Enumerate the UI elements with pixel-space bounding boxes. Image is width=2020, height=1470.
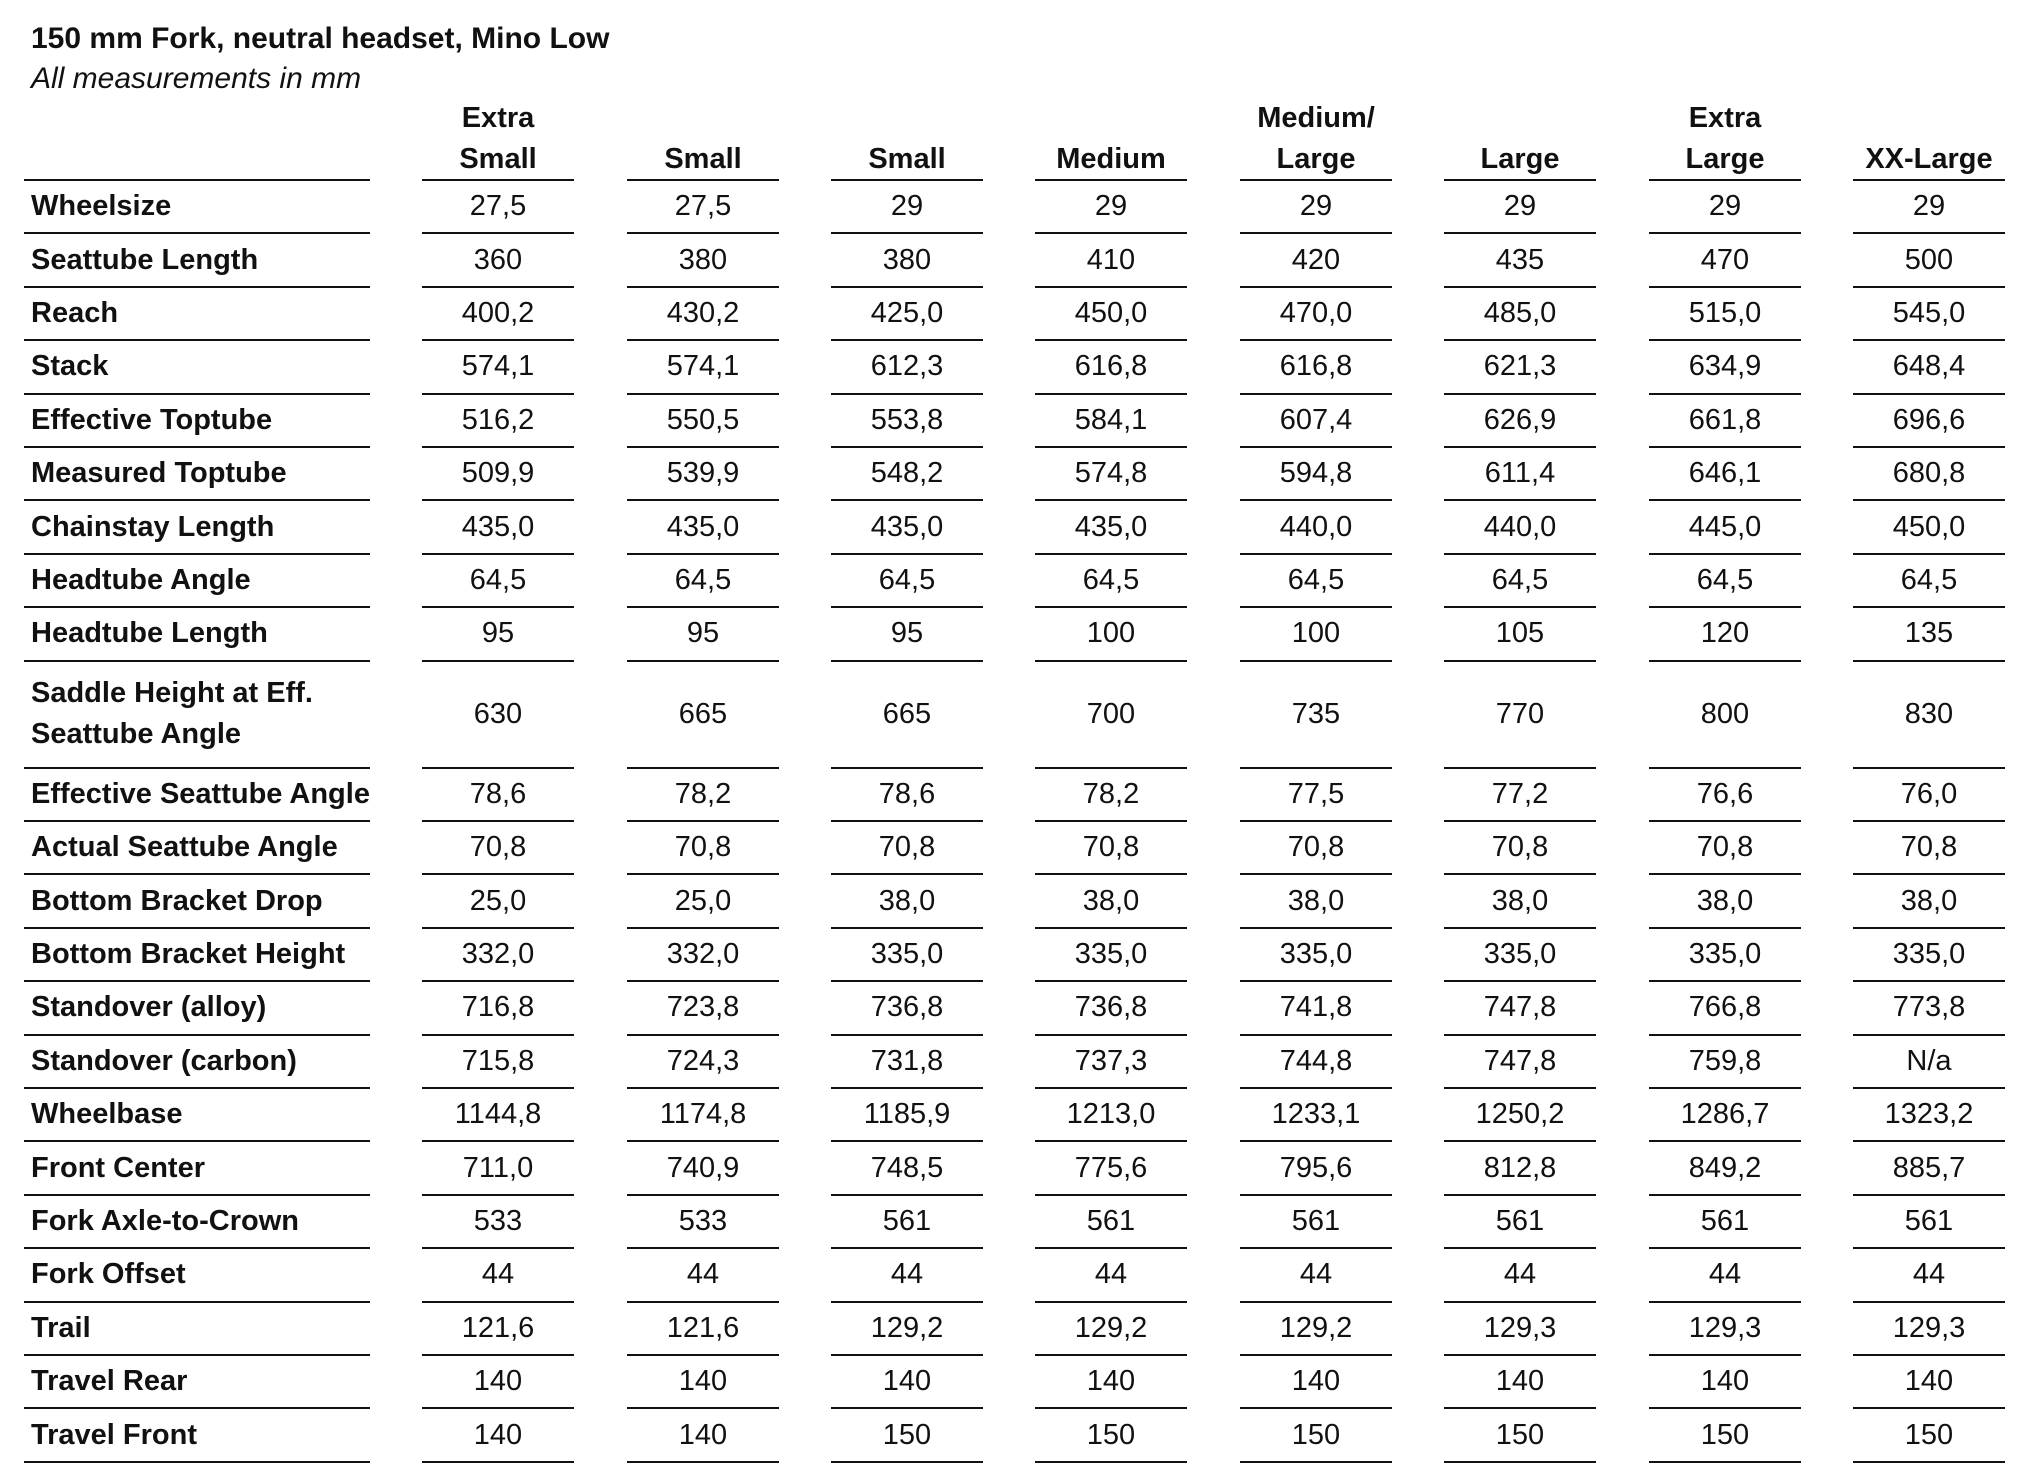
column-header [1853, 98, 2005, 180]
table-cell: 150 [1495, 1418, 1545, 1451]
column-header-line1: Medium/ [1257, 102, 1375, 134]
row-label-text: Headtube Angle [31, 563, 251, 596]
table-cell: 550,5 [666, 403, 740, 436]
table-cell: 812,8 [1483, 1151, 1557, 1184]
table-cell: 135 [1904, 617, 1954, 650]
table-cell: 335,0 [1074, 937, 1148, 970]
row-rule [1035, 1461, 1187, 1463]
row-label [31, 768, 377, 821]
row-label [31, 180, 377, 233]
table-cell: 470,0 [1279, 296, 1353, 329]
table-cell: 696,6 [1892, 403, 1966, 436]
table-cell: 574,8 [1074, 457, 1148, 490]
row-label-text: Standover (carbon) [31, 1044, 297, 1077]
row-rule [1853, 1461, 2005, 1463]
table-cell: 78,6 [469, 777, 527, 810]
table-cell: 70,8 [878, 831, 936, 864]
row-label-text: Saddle Height at Eff. [31, 677, 313, 710]
table-cell: 29 [1912, 190, 1946, 223]
row-label [31, 874, 377, 927]
table-cell: 76,0 [1900, 777, 1958, 810]
row-label-text: Standover (alloy) [31, 991, 267, 1024]
table-cell: 100 [1291, 617, 1341, 650]
row-label-text: Travel Front [31, 1418, 197, 1451]
table-cell: 150 [1700, 1418, 1750, 1451]
table-cell: 27,5 [469, 190, 527, 223]
row-rule [24, 1461, 370, 1463]
table-cell: 435,0 [666, 510, 740, 543]
row-label-text: Travel Rear [31, 1365, 188, 1398]
page-title: 150 mm Fork, neutral headset, Mino Low [31, 22, 610, 55]
table-cell: 78,2 [1082, 777, 1140, 810]
table-cell: 29 [1299, 190, 1333, 223]
table-cell: 38,0 [1287, 884, 1345, 917]
table-cell: 335,0 [1892, 937, 1966, 970]
table-cell: 64,5 [1491, 563, 1549, 596]
row-label-text: Wheelsize [31, 190, 172, 223]
table-cell: 129,2 [870, 1311, 944, 1344]
row-label-text: Wheelbase [31, 1098, 183, 1131]
table-cell: 795,6 [1279, 1151, 1353, 1184]
table-cell: 715,8 [461, 1044, 535, 1077]
table-cell: 700 [1086, 697, 1136, 730]
table-cell: 616,8 [1279, 350, 1353, 383]
row-label-text-line2: Seattube Angle [31, 718, 242, 751]
table-cell: 78,2 [674, 777, 732, 810]
table-cell: 70,8 [1491, 831, 1549, 864]
table-cell: 748,5 [870, 1151, 944, 1184]
table-cell: 140 [473, 1365, 523, 1398]
row-label-text: Trail [31, 1311, 91, 1344]
table-cell: N/a [1906, 1044, 1952, 1077]
column-header-line2: XX-Large [1865, 143, 1993, 175]
table-cell: 335,0 [1483, 937, 1557, 970]
table-cell: 445,0 [1688, 510, 1762, 543]
table-cell: 435,0 [1074, 510, 1148, 543]
column-header-line2: Small [664, 143, 742, 175]
row-label-text: Fork Offset [31, 1258, 186, 1291]
table-cell: 736,8 [870, 991, 944, 1024]
row-label-text: Measured Toptube [31, 457, 287, 490]
table-cell: 77,2 [1491, 777, 1549, 810]
table-cell: 485,0 [1483, 296, 1557, 329]
row-label-text: Headtube Length [31, 617, 268, 650]
table-cell: 661,8 [1688, 403, 1762, 436]
table-cell: 724,3 [666, 1044, 740, 1077]
row-label [31, 1195, 377, 1248]
table-cell: 44 [1503, 1258, 1537, 1291]
table-cell: 773,8 [1892, 991, 1966, 1024]
table-cell: 425,0 [870, 296, 944, 329]
table-cell: 747,8 [1483, 991, 1557, 1024]
table-cell: 607,4 [1279, 403, 1353, 436]
table-cell: 741,8 [1279, 991, 1353, 1024]
row-label-text: Front Center [31, 1151, 205, 1184]
table-cell: 70,8 [674, 831, 732, 864]
table-cell: 29 [1094, 190, 1128, 223]
table-cell: 561 [1700, 1204, 1750, 1237]
column-header [1444, 98, 1596, 180]
row-rule [831, 1461, 983, 1463]
table-cell: 574,1 [461, 350, 535, 383]
table-cell: 140 [678, 1418, 728, 1451]
table-cell: 129,2 [1074, 1311, 1148, 1344]
table-cell: 1174,8 [659, 1098, 747, 1131]
row-label [31, 821, 377, 874]
table-cell: 121,6 [461, 1311, 535, 1344]
row-label-text: Actual Seattube Angle [31, 831, 338, 864]
table-cell: 44 [1912, 1258, 1946, 1291]
table-cell: 440,0 [1279, 510, 1353, 543]
table-cell: 64,5 [469, 563, 527, 596]
page-subtitle: All measurements in mm [31, 62, 362, 95]
row-label-text: Fork Axle-to-Crown [31, 1204, 299, 1237]
row-label [31, 1035, 377, 1088]
table-cell: 129,3 [1892, 1311, 1966, 1344]
table-cell: 1144,8 [454, 1098, 542, 1131]
column-header-line2: Small [868, 143, 946, 175]
table-cell: 70,8 [1696, 831, 1754, 864]
table-cell: 64,5 [1900, 563, 1958, 596]
table-cell: 360 [473, 243, 523, 276]
column-header-line1: Extra [461, 102, 535, 134]
table-cell: 561 [1904, 1204, 1954, 1237]
table-cell: 140 [1495, 1365, 1545, 1398]
table-cell: 450,0 [1892, 510, 1966, 543]
column-header-line2: Large [1276, 143, 1356, 175]
row-rule [422, 1461, 574, 1463]
table-cell: 150 [1086, 1418, 1136, 1451]
column-header-line2: Large [1685, 143, 1765, 175]
column-header-line2: Large [1480, 143, 1560, 175]
table-cell: 731,8 [870, 1044, 944, 1077]
table-cell: 1213,0 [1066, 1098, 1156, 1131]
table-cell: 44 [1708, 1258, 1742, 1291]
table-cell: 1286,7 [1680, 1098, 1770, 1131]
row-rule [1240, 1461, 1392, 1463]
table-cell: 77,5 [1287, 777, 1345, 810]
row-label [31, 1302, 377, 1355]
table-cell: 830 [1904, 697, 1954, 730]
table-cell: 612,3 [870, 350, 944, 383]
table-cell: 646,1 [1688, 457, 1762, 490]
table-cell: 129,3 [1483, 1311, 1557, 1344]
table-cell: 100 [1086, 617, 1136, 650]
table-cell: 44 [1094, 1258, 1128, 1291]
table-cell: 561 [1291, 1204, 1341, 1237]
table-cell: 64,5 [674, 563, 732, 596]
row-label [31, 1408, 377, 1461]
table-cell: 435,0 [461, 510, 535, 543]
table-cell: 849,2 [1688, 1151, 1762, 1184]
table-cell: 129,2 [1279, 1311, 1353, 1344]
table-cell: 665 [678, 697, 728, 730]
table-cell: 64,5 [878, 563, 936, 596]
row-label-text: Reach [31, 296, 119, 329]
table-cell: 548,2 [870, 457, 944, 490]
table-cell: 747,8 [1483, 1044, 1557, 1077]
row-label [31, 1355, 377, 1408]
table-cell: 70,8 [469, 831, 527, 864]
row-label-text: Stack [31, 350, 109, 383]
table-cell: 38,0 [1900, 884, 1958, 917]
table-cell: 64,5 [1287, 563, 1345, 596]
table-cell: 1233,1 [1271, 1098, 1361, 1131]
table-cell: 500 [1904, 243, 1954, 276]
table-cell: 150 [1904, 1418, 1954, 1451]
table-cell: 335,0 [1688, 937, 1762, 970]
table-cell: 29 [1708, 190, 1742, 223]
table-cell: 64,5 [1082, 563, 1140, 596]
table-cell: 70,8 [1900, 831, 1958, 864]
table-cell: 711,0 [462, 1151, 534, 1184]
table-cell: 400,2 [461, 296, 535, 329]
table-cell: 634,9 [1688, 350, 1762, 383]
table-cell: 95 [481, 617, 515, 650]
table-cell: 78,6 [878, 777, 936, 810]
column-header [1240, 98, 1392, 180]
table-cell: 1323,2 [1884, 1098, 1974, 1131]
column-header [627, 98, 779, 180]
table-cell: 95 [686, 617, 720, 650]
row-label [31, 287, 377, 340]
column-header-line1: Extra [1688, 102, 1762, 134]
row-label [31, 554, 377, 607]
table-cell: 44 [890, 1258, 924, 1291]
table-cell: 594,8 [1279, 457, 1353, 490]
table-cell: 440,0 [1483, 510, 1557, 543]
table-cell: 95 [890, 617, 924, 650]
table-cell: 70,8 [1082, 831, 1140, 864]
row-label [31, 661, 377, 768]
table-cell: 332,0 [461, 937, 535, 970]
table-cell: 630 [473, 697, 523, 730]
table-cell: 435,0 [870, 510, 944, 543]
table-cell: 723,8 [666, 991, 740, 1024]
row-label [31, 233, 377, 286]
row-rule [627, 1461, 779, 1463]
table-cell: 335,0 [1279, 937, 1353, 970]
table-cell: 420 [1291, 243, 1341, 276]
row-label-text: Seattube Length [31, 243, 259, 276]
row-label [31, 394, 377, 447]
row-label [31, 928, 377, 981]
table-cell: 648,4 [1892, 350, 1966, 383]
table-cell: 574,1 [666, 350, 740, 383]
column-header-line2: Medium [1056, 143, 1166, 175]
table-cell: 800 [1700, 697, 1750, 730]
table-cell: 1185,9 [863, 1098, 951, 1131]
column-header [1035, 98, 1187, 180]
column-header-line2: Small [459, 143, 537, 175]
table-cell: 27,5 [674, 190, 732, 223]
table-cell: 70,8 [1287, 831, 1345, 864]
table-cell: 516,2 [461, 403, 535, 436]
table-cell: 561 [1495, 1204, 1545, 1237]
row-label-text: Effective Toptube [31, 403, 273, 436]
table-cell: 332,0 [666, 937, 740, 970]
table-cell: 545,0 [1892, 296, 1966, 329]
table-cell: 1250,2 [1475, 1098, 1565, 1131]
table-cell: 25,0 [674, 884, 732, 917]
table-cell: 76,6 [1696, 777, 1754, 810]
column-header [1649, 98, 1801, 180]
table-cell: 766,8 [1688, 991, 1762, 1024]
table-cell: 759,8 [1688, 1044, 1762, 1077]
column-header [422, 98, 574, 180]
table-cell: 561 [882, 1204, 932, 1237]
table-cell: 744,8 [1279, 1044, 1353, 1077]
table-cell: 29 [890, 190, 924, 223]
table-cell: 470 [1700, 243, 1750, 276]
table-cell: 553,8 [870, 403, 944, 436]
table-cell: 380 [678, 243, 728, 276]
table-cell: 121,6 [666, 1311, 740, 1344]
table-cell: 38,0 [1696, 884, 1754, 917]
row-label [31, 981, 377, 1034]
row-label [31, 1088, 377, 1141]
table-cell: 140 [1904, 1365, 1954, 1398]
row-label-text: Bottom Bracket Height [31, 937, 346, 970]
table-cell: 140 [1291, 1365, 1341, 1398]
table-cell: 29 [1503, 190, 1537, 223]
row-label [31, 447, 377, 500]
row-label-text: Bottom Bracket Drop [31, 884, 323, 917]
table-cell: 665 [882, 697, 932, 730]
table-cell: 509,9 [461, 457, 535, 490]
row-label [31, 1141, 377, 1194]
row-label [31, 500, 377, 553]
table-cell: 140 [678, 1365, 728, 1398]
table-cell: 450,0 [1074, 296, 1148, 329]
table-cell: 515,0 [1688, 296, 1762, 329]
table-cell: 737,3 [1074, 1044, 1148, 1077]
table-cell: 120 [1700, 617, 1750, 650]
table-cell: 885,7 [1892, 1151, 1966, 1184]
table-cell: 38,0 [878, 884, 936, 917]
table-cell: 533 [678, 1204, 728, 1237]
table-cell: 140 [473, 1418, 523, 1451]
table-cell: 38,0 [1082, 884, 1140, 917]
table-cell: 716,8 [461, 991, 535, 1024]
row-rule [1649, 1461, 1801, 1463]
table-cell: 150 [882, 1418, 932, 1451]
row-label [31, 1248, 377, 1301]
table-cell: 775,6 [1074, 1151, 1148, 1184]
table-cell: 44 [481, 1258, 515, 1291]
table-cell: 38,0 [1491, 884, 1549, 917]
table-cell: 735 [1291, 697, 1341, 730]
row-label [31, 607, 377, 660]
table-cell: 680,8 [1892, 457, 1966, 490]
table-cell: 44 [1299, 1258, 1333, 1291]
row-label-text: Chainstay Length [31, 510, 275, 543]
table-cell: 740,9 [666, 1151, 740, 1184]
table-cell: 64,5 [1696, 563, 1754, 596]
table-cell: 539,9 [666, 457, 740, 490]
table-cell: 150 [1291, 1418, 1341, 1451]
table-cell: 533 [473, 1204, 523, 1237]
table-cell: 584,1 [1074, 403, 1148, 436]
table-cell: 611,4 [1484, 457, 1556, 490]
table-cell: 561 [1086, 1204, 1136, 1237]
table-cell: 44 [686, 1258, 720, 1291]
table-cell: 380 [882, 243, 932, 276]
column-header [831, 98, 983, 180]
table-cell: 105 [1495, 617, 1545, 650]
table-cell: 430,2 [666, 296, 740, 329]
table-cell: 410 [1086, 243, 1136, 276]
table-cell: 616,8 [1074, 350, 1148, 383]
table-cell: 140 [1700, 1365, 1750, 1398]
table-cell: 335,0 [870, 937, 944, 970]
table-cell: 140 [882, 1365, 932, 1398]
table-cell: 435 [1495, 243, 1545, 276]
row-rule [1444, 1461, 1596, 1463]
row-label [31, 340, 377, 393]
table-cell: 140 [1086, 1365, 1136, 1398]
table-cell: 770 [1495, 697, 1545, 730]
table-cell: 129,3 [1688, 1311, 1762, 1344]
table-cell: 626,9 [1483, 403, 1557, 436]
row-label-text: Effective Seattube Angle [31, 777, 370, 810]
table-cell: 621,3 [1483, 350, 1557, 383]
table-cell: 25,0 [469, 884, 527, 917]
table-cell: 736,8 [1074, 991, 1148, 1024]
